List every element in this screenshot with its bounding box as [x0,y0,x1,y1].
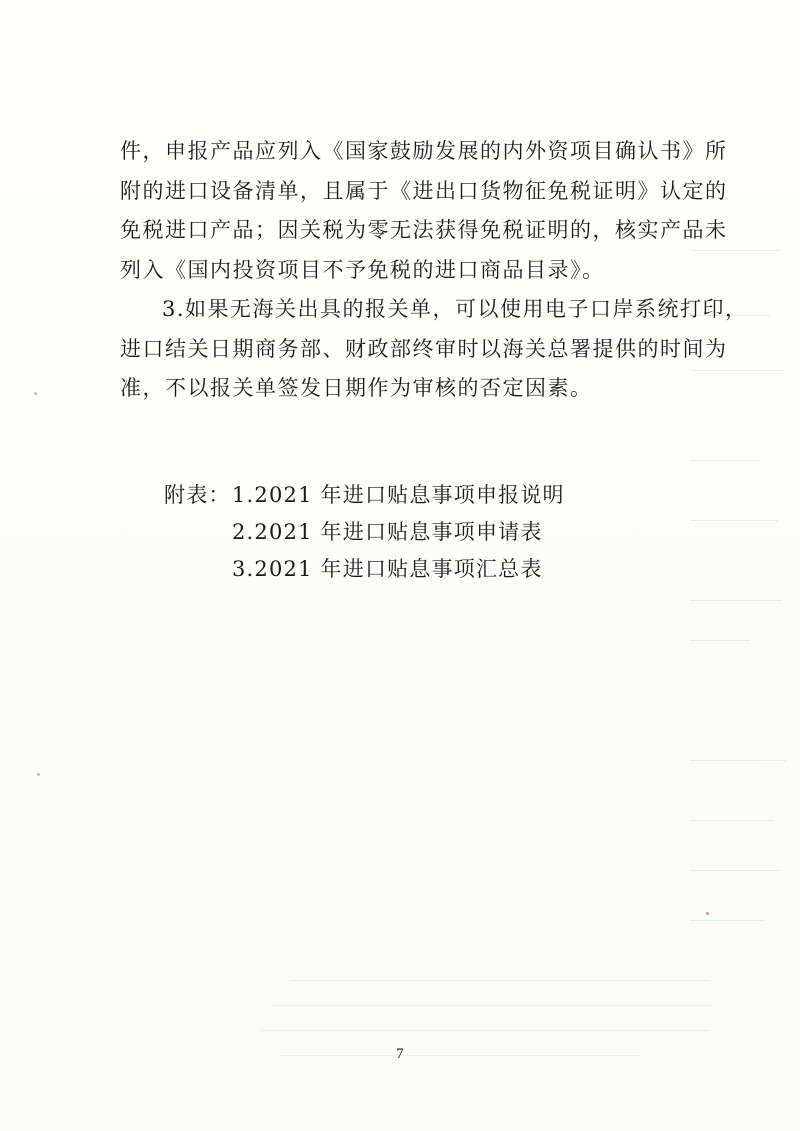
body-line-item-3: 3.如果无海关出具的报关单，可以使用电子口岸系统打印， [162,297,748,321]
attachment-item: 3.2021 年进口贴息事项汇总表 [232,557,543,581]
attachment-item: 1.2021 年进口贴息事项申报说明 [232,483,565,507]
body-line: 进口结关日期商务部、财政部终审时以海关总署提供的时间为 [120,336,728,361]
body-line: 准，不以报关单签发日期作为审核的否定因素。 [120,376,593,400]
body-line: 件，申报产品应列入《国家鼓励发展的内外资项目确认书》所 [120,139,728,163]
body-line: 附的进口设备清单，且属于《进出口货物征免税证明》认定的 [120,178,728,203]
body-line: 列入《国内投资项目不予免税的进口商品目录》。 [120,257,605,282]
attachment-label: 附表： [164,483,231,507]
body-paragraphs [120,132,748,409]
scan-speck [706,912,709,915]
attachment-row [164,514,565,551]
attachment-list [164,477,565,588]
page-number: 7 [396,1046,404,1062]
scan-speck [37,773,40,776]
attachment-item: 2.2021 年进口贴息事项申请表 [232,520,543,544]
scan-speck [34,392,37,395]
attachment-row [164,477,565,514]
body-line: 免税进口产品；因关税为零无法获得免税证明的，核实产品未 [120,218,728,242]
attachment-row [164,551,565,588]
